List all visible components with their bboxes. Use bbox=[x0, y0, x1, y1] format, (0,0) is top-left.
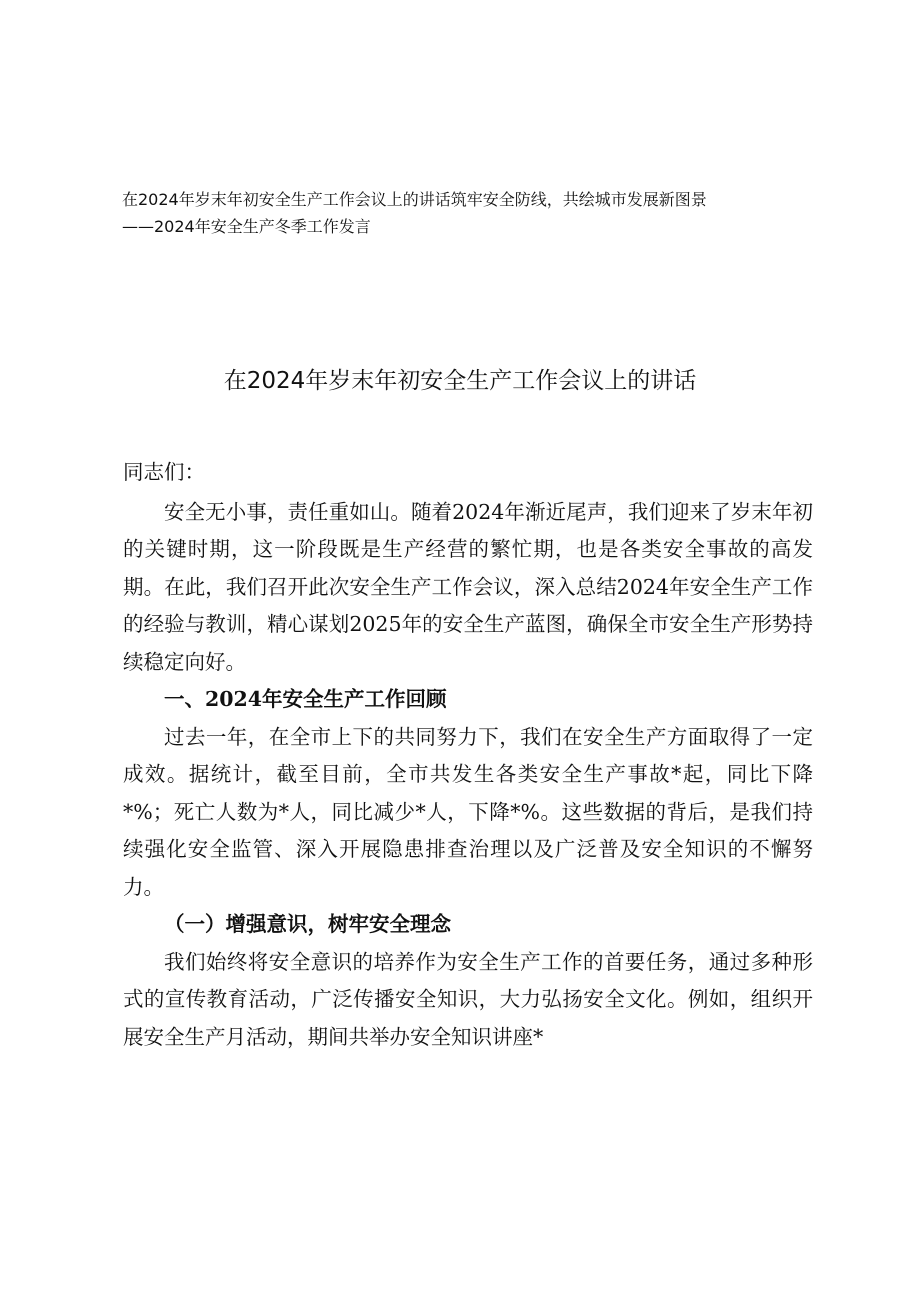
header-title-line: 在2024年岁末年初安全生产工作会议上的讲话筑牢安全防线，共绘城市发展新图景 bbox=[122, 190, 707, 209]
subsection-paragraph: 我们始终将安全意识的培养作为安全生产工作的首要任务，通过多种形式的宣传教育活动，广泛传播安全知识，大力弘扬安全文化。例如，组织开展安全生产月活动，期间共举办安全知识讲座* bbox=[123, 949, 813, 1049]
header-subtitle-line: ——2024年安全生产冬季工作发言 bbox=[122, 217, 371, 236]
document-body bbox=[123, 454, 813, 1056]
section-paragraph: 过去一年，在全市上下的共同努力下，我们在安全生产方面取得了一定成效。据统计，截至目前，全市共发生各类安全生产事故*起，同比下降*%；死亡人数为*人，同比减少*人，下降*%。这些数据的背后，是我们持续强化安全监管、深入开展隐患排查治理以及广泛普及安全知识的不懈努力。 bbox=[123, 724, 813, 899]
section-heading: 一、2024年安全生产工作回顾 bbox=[164, 687, 447, 711]
document-title: 在2024年岁末年初安全生产工作会议上的讲话 bbox=[223, 368, 697, 394]
salutation: 同志们： bbox=[123, 460, 205, 484]
document-header bbox=[122, 186, 822, 240]
subsection-heading: （一）增强意识，树牢安全理念 bbox=[164, 912, 451, 936]
intro-paragraph: 安全无小事，责任重如山。随着2024年渐近尾声，我们迎来了岁末年初的关键时期，这一阶段既是生产经营的繁忙期，也是各类安全事故的高发期。在此，我们召开此次安全生产工作会议，深入总结2024年安全生产工作的经验与教训，精心谋划2025年的安全生产蓝图，确保全市安全生产形势持续稳定向好。 bbox=[123, 499, 813, 674]
